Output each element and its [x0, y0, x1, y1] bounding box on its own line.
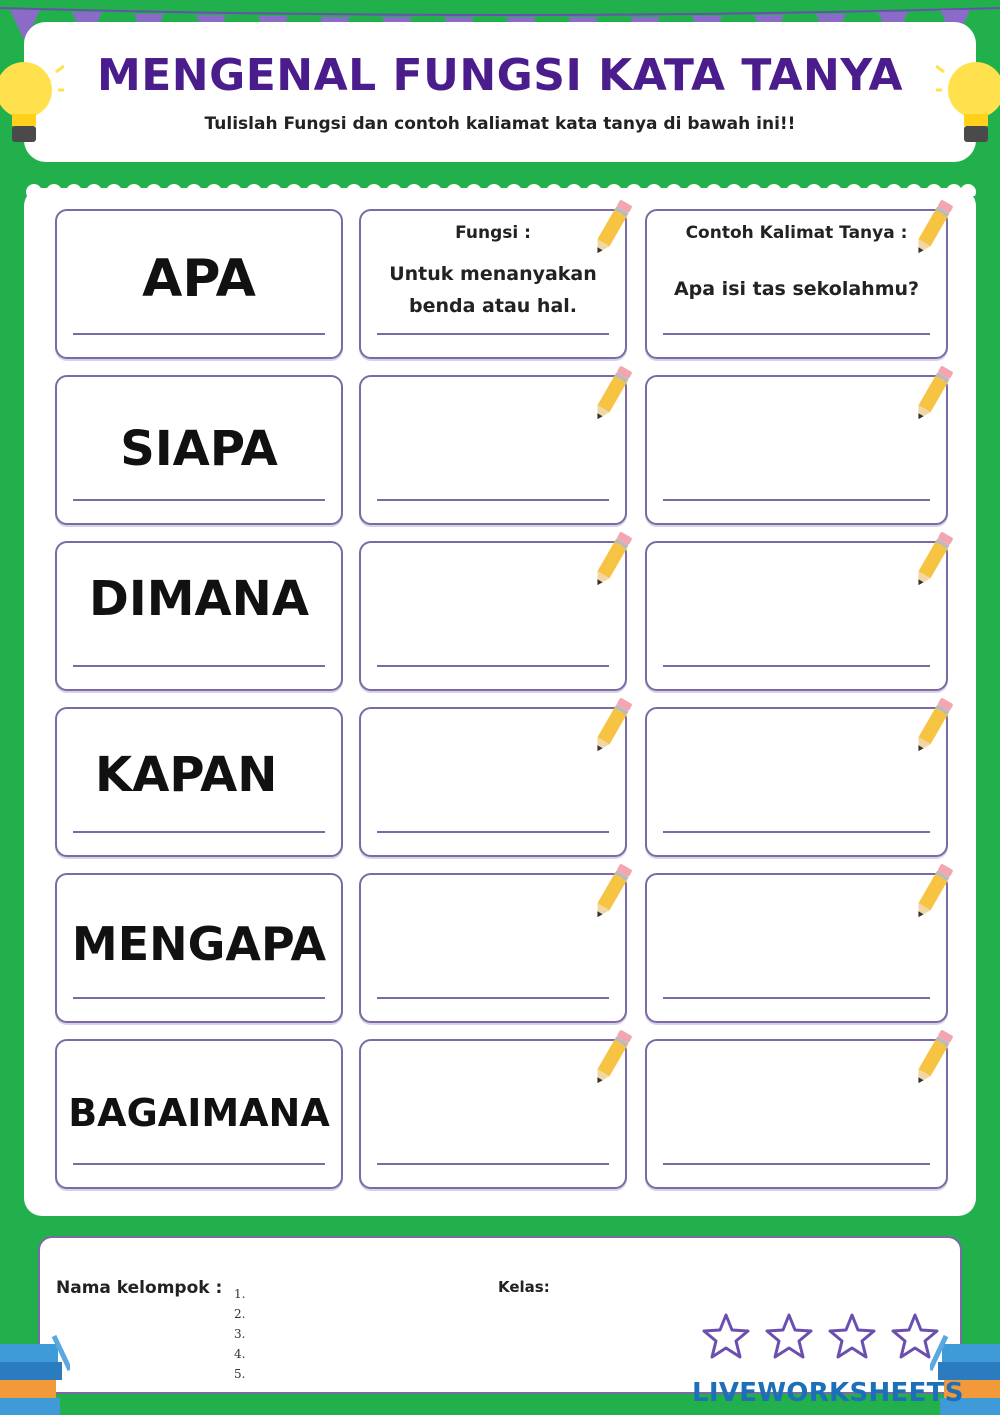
answer-line	[377, 333, 609, 335]
star-icon	[826, 1312, 878, 1360]
question-word: KAPAN	[95, 747, 278, 803]
answer-line	[73, 333, 325, 335]
member-number: 1.	[234, 1287, 246, 1301]
fungsi-answer[interactable]: Untuk menanyakan benda atau hal.	[389, 263, 597, 317]
pencil-icon	[589, 695, 635, 757]
contoh-card[interactable]	[645, 375, 948, 525]
word-card	[55, 873, 343, 1023]
question-word: APA	[142, 249, 256, 309]
pencil-icon	[910, 861, 956, 923]
fungsi-card[interactable]	[359, 375, 627, 525]
contoh-card	[645, 209, 948, 359]
pencil-icon	[589, 363, 635, 425]
kelas-label: Kelas:	[498, 1278, 550, 1296]
page-title: MENGENAL FUNGSI KATA TANYA	[96, 50, 904, 101]
answer-line	[73, 665, 325, 667]
fungsi-card[interactable]	[359, 873, 627, 1023]
contoh-card[interactable]	[645, 1039, 948, 1189]
member-number: 5.	[234, 1367, 246, 1381]
pencil-icon	[589, 529, 635, 591]
answer-line	[73, 1163, 325, 1165]
answer-line	[663, 831, 930, 833]
footer-panel	[38, 1236, 962, 1394]
pencil-icon	[589, 861, 635, 923]
pencil-icon	[589, 197, 635, 259]
answer-line	[73, 499, 325, 501]
pencil-icon	[589, 1027, 635, 1089]
answer-line	[663, 499, 930, 501]
pencil-icon	[910, 529, 956, 591]
pencil-icon	[910, 363, 956, 425]
fungsi-card[interactable]	[359, 541, 627, 691]
question-word: DIMANA	[89, 571, 309, 627]
answer-line	[663, 997, 930, 999]
answer-line	[73, 831, 325, 833]
nama-kelompok-label: Nama kelompok :	[56, 1278, 223, 1298]
books-icon	[0, 1330, 70, 1415]
star-icon	[700, 1312, 752, 1360]
answer-line	[663, 1163, 930, 1165]
member-number-list	[234, 1284, 245, 1384]
fungsi-card	[359, 209, 627, 359]
member-number: 4.	[234, 1347, 246, 1361]
answer-line	[663, 665, 930, 667]
word-card	[55, 541, 343, 691]
answer-line	[377, 997, 609, 999]
contoh-answer[interactable]: Apa isi tas sekolahmu?	[673, 278, 920, 300]
answer-line	[377, 831, 609, 833]
pencil-icon	[910, 1027, 956, 1089]
answer-line	[377, 665, 609, 667]
fungsi-label: Fungsi :	[455, 223, 531, 243]
word-card	[55, 1039, 343, 1189]
panel-scallop-edge	[24, 182, 976, 196]
fungsi-card[interactable]	[359, 1039, 627, 1189]
member-number: 2.	[234, 1307, 246, 1321]
fungsi-card[interactable]	[359, 707, 627, 857]
question-word: BAGAIMANA	[68, 1091, 330, 1135]
question-word: MENGAPA	[71, 917, 327, 971]
bulb-icon	[936, 52, 1000, 152]
pencil-icon	[910, 197, 956, 259]
answer-line	[377, 499, 609, 501]
word-card	[55, 375, 343, 525]
star-rating	[700, 1312, 947, 1360]
question-word: SIAPA	[120, 421, 278, 477]
answer-line	[663, 333, 930, 335]
word-card	[55, 209, 343, 359]
member-number: 3.	[234, 1327, 246, 1341]
answer-line	[377, 1163, 609, 1165]
page-subtitle: Tulislah Fungsi dan contoh kaliamat kata tanya di bawah ini!!	[204, 114, 796, 134]
answer-line	[73, 997, 325, 999]
star-icon	[763, 1312, 815, 1360]
brand-watermark: LIVEWORKSHEETS	[692, 1378, 964, 1408]
pencil-icon	[910, 695, 956, 757]
contoh-card[interactable]	[645, 541, 948, 691]
word-card	[55, 707, 343, 857]
bulb-icon	[0, 52, 64, 152]
contoh-card[interactable]	[645, 873, 948, 1023]
contoh-label: Contoh Kalimat Tanya :	[685, 223, 908, 243]
contoh-card[interactable]	[645, 707, 948, 857]
